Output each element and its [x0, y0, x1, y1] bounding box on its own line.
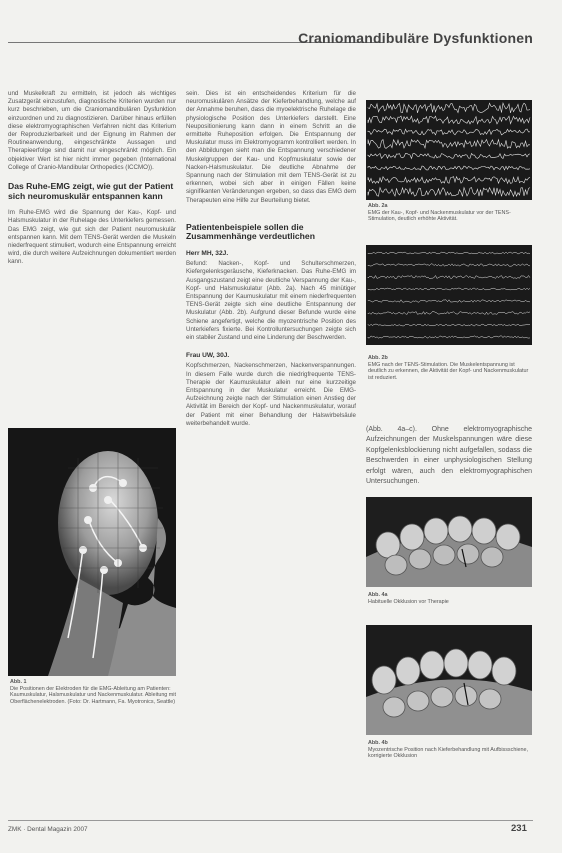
- emg-figure-1: [366, 100, 532, 200]
- case1-title: Herr MH, 32J.: [186, 250, 229, 258]
- teeth-model-1: [366, 497, 532, 587]
- column-2: [186, 90, 356, 428]
- teeth1-caption-label: Abb. 4a: [368, 592, 388, 598]
- emg-traces-1: [366, 100, 532, 200]
- teeth-model-2: [366, 625, 532, 735]
- teeth1-caption-text: Habituelle Okklusion vor Therapie: [368, 598, 449, 605]
- teeth2-caption-text: Myozentrische Position nach Kieferbehandlung mit Aufbissschiene, korrigierte Okklusion: [368, 746, 529, 760]
- case2-text: Kopfschmerzen, Nackenschmerzen, Nackenverspannungen. In diesem Falle wurde durch die niedrigfrequente TENS-Therapie der Kaumuskulatur allein nur eine kurzzeitige Entspannung in der Muskulatur erreicht. Die EMG-Aufzeichnung zeigte nach der Stimulation einen Anstieg der Aktivität im Bereich der Kopf- und Nackenmuskulatur, worauf der Patient mit einer Behandlung der Halswirbelsäule weiterbehandelt wurde.: [186, 362, 356, 427]
- emg1-caption: [368, 203, 532, 223]
- column-3: [366, 425, 532, 487]
- emg1-caption-text: EMG der Kau-, Kopf- und Nackenmuskulatur vor der TENS-Stimulation, deutlich erhöhte Aktivität.: [368, 209, 511, 223]
- page-number: 231: [511, 823, 527, 834]
- patient-silhouette: [8, 428, 176, 676]
- emg1-caption-label: Abb. 2a: [368, 203, 388, 209]
- teeth1-caption: [368, 592, 532, 605]
- teeth-photo-1: [366, 497, 532, 587]
- photo-caption: [10, 679, 176, 705]
- teeth2-caption-label: Abb. 4b: [368, 740, 388, 746]
- page-header: [8, 28, 533, 50]
- col1-paragraph-2: Im Ruhe-EMG wird die Spannung der Kau-, Kopf- und Halsmuskulatur in der Ruhelage des Unterkiefers gemessen. Das EMG zeigt, wie gut sich der Patient neuromuskulär entspannen kann. Mit dem TENS-Gerät werden die Muskeln niederfrequent stimuliert, wodurch eine Entspannung erreicht wird, die durch weitere Aufzeichnungen dokumentiert werden kann.: [8, 209, 176, 266]
- case2-title: Frau UW, 30J.: [186, 352, 230, 360]
- col1-heading: Das Ruhe-EMG zeigt, wie gut der Patient sich neuromuskulär entspannen kann: [8, 181, 174, 201]
- page-title: Craniomandibuläre Dysfunktionen: [298, 30, 533, 46]
- case1-text: Befund: Nacken-, Kopf- und Schulterschmerzen, Kiefergelenksgeräusche, Kieferknacken. Das Ruhe-EMG im Ausgangszustand zeigt eine deutliche Verspannung der Kau-, Kopf- und Halsmuskulatur (Abb. 2a). Nach 45 minütiger Entspannung der Kaumuskulatur mit einem niederfrequenten TENS-Gerät zeigte sich eine deutliche Entspannung der Muskulatur (Abb. 2b). Aufgrund dieser Befunde wurde eine Schiene angefertigt, welche die myozentrische Position des Unterkiefers fixierte. Bei Kontrolluntersuchungen zeigte sich ein stabiler Zustand und eine Linderung der Beschwerden.: [186, 260, 356, 342]
- emg-traces-2: [366, 245, 532, 345]
- photo-caption-label: Abb. 1: [10, 679, 27, 685]
- emg2-caption-text: EMG nach der TENS-Stimulation. Die Muskelentspannung ist deutlich zu erkennen, die Aktivität der Kopf- und Nackenmuskulatur ist reduziert.: [368, 361, 529, 381]
- emg2-caption: [368, 355, 532, 381]
- col3-paragraph-1: (Abb. 4a–c). Ohne elektromyographische Aufzeichnungen der Muskelspannungen wäre diese Kopfgelenksblockierung nicht aufgefallen, sodass die Beschwerden in einer unphysiologischen Stellung erfolgt wären, auch den elektromyographischen Untersuchungen.: [366, 426, 532, 486]
- emg-figure-2: [366, 245, 532, 345]
- photo-caption-text: Die Positionen der Elektroden für die EMG-Ableitung am Patienten: Kaumuskulatur, Halsmuskulatur und Nackenmuskulatur. Ableitung mit Oberflächenelektroden. (Foto: Dr. Hartmann, Fa. Myotronics, Seattle): [10, 685, 176, 705]
- col1-paragraph-1: und Muskelkraft zu ermitteln, ist jedoch als wichtiges Zusatzgerät einzustufen, diagnostische Kriterien wurden nur kurz beschrieben, um die Craniomandibulären Dysfunktion einzuordnen und zu diagnostizieren. Darüber hinaus erfüllen diese elektromyographischen Verfahren nicht das Kriterium der Reproduzierbarkeit und der Eignung im Rahmen der Routineanwendung, eingeschränkte Aussagen und Therapieerfolge sind damit nur eingeschränkt möglich. Ein objektiver Wert ist hier nicht immer gegeben (International College of Cranio-Mandibular Orthopedics (ICCMO)).: [8, 90, 176, 171]
- teeth-photo-2: [366, 625, 532, 735]
- col2-heading: Patientenbeispiele sollen die Zusammenhänge verdeutlichen: [186, 221, 315, 242]
- column-1: [8, 90, 176, 267]
- col2-paragraph-1: sein. Dies ist ein entscheidendes Kriterium für die neuromuskulären Ansätze der Kieferbehandlung, welche auf der Annahme beruhen, dass die myoelektrische Ruhelage die physiologische Position des Unterkiefers darstellt. Eine Neupositionierung kann dann in einem Schritt an die ermittelte Ruheposition erfolgen. Die Entspannung der Muskulatur muss im Elektromyogramm kontrolliert werden. In den Abbildungen sieht man die Entspannung verschiedener Muskelgruppen der Kau- und Kopfmuskulatur sowie der Nacken-Halsmuskulatur. Die deutliche Abnahme der Spannung nach der Stimulation mit dem TENS-Gerät ist zu erkennen, wobei sich aber in einigen Fällen keine signifikanten Veränderungen ergeben, so dass das EMG dem Therapeuten eine Hilfe zur Beurteilung bietet.: [186, 90, 356, 204]
- emg2-caption-label: Abb. 2b: [368, 355, 388, 361]
- footer-rule: [8, 820, 533, 821]
- teeth2-caption: [368, 740, 532, 760]
- footer-journal: ZMK · Dental Magazin 2007: [8, 826, 88, 833]
- patient-electrode-photo: [8, 428, 176, 676]
